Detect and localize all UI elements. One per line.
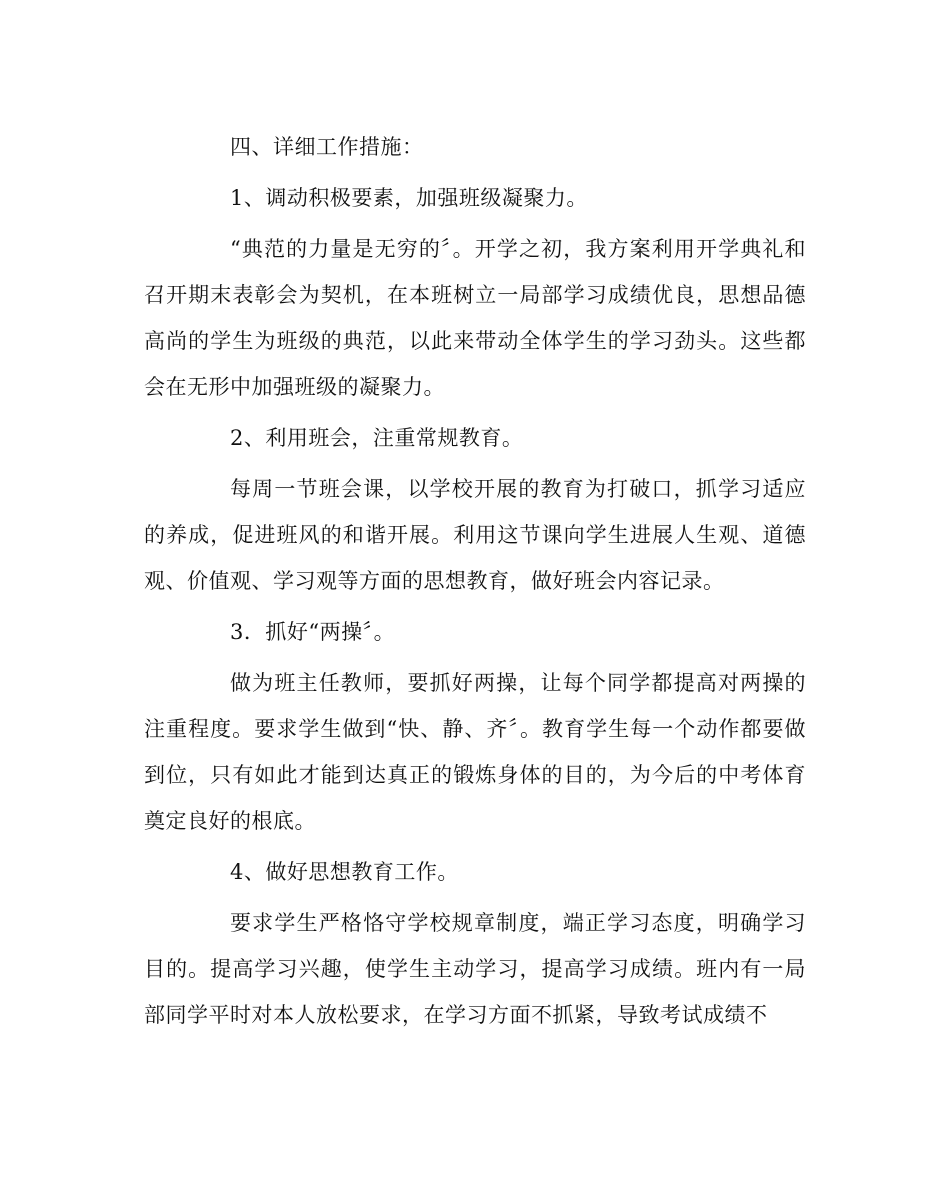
- subheading-4: 4、做好思想教育工作。: [230, 860, 459, 884]
- paragraph-4: 要求学生严格恪守学校规章制度，端正学习态度，明确学习目的。提高学习兴趣，使学生主动学习，提高学习成绩。班内有一局部同学平时对本人放松要求，在学习方面不抓紧，导致考试成绩不: [144, 911, 806, 1027]
- document-body: [144, 124, 806, 1038]
- subheading-3: 3．抓好“两操〞。: [230, 620, 396, 644]
- paragraph-1: “典范的力量是无穷的〞。开学之初，我方案利用开学典礼和召开期末表彰会为契机，在本班树立一局部学习成绩优良，思想品德高尚的学生为班级的典范，以此来带动全体学生的学习劲头。这些都会在无形中加强班级的凝聚力。: [144, 237, 806, 399]
- paragraph-2: 每周一节班会课，以学校开展的教育为打破口，抓学习适应的养成，促进班风的和谐开展。利用这节课向学生进展人生观、道德观、价值观、学习观等方面的思想教育，做好班会内容记录。: [144, 477, 806, 593]
- paragraph-3: 做为班主任教师，要抓好两操，让每个同学都提高对两操的注重程度。要求学生做到“快、静、齐〞。教育学生每一个动作都要做到位，只有如此才能到达真正的锻炼身体的目的，为今后的中考体育奠定良好的根底。: [144, 671, 806, 833]
- section-heading: 四、详细工作措施：: [230, 135, 424, 159]
- subheading-1: 1、调动积极要素，加强班级凝聚力。: [230, 186, 588, 210]
- subheading-2: 2、利用班会，注重常规教育。: [230, 426, 524, 450]
